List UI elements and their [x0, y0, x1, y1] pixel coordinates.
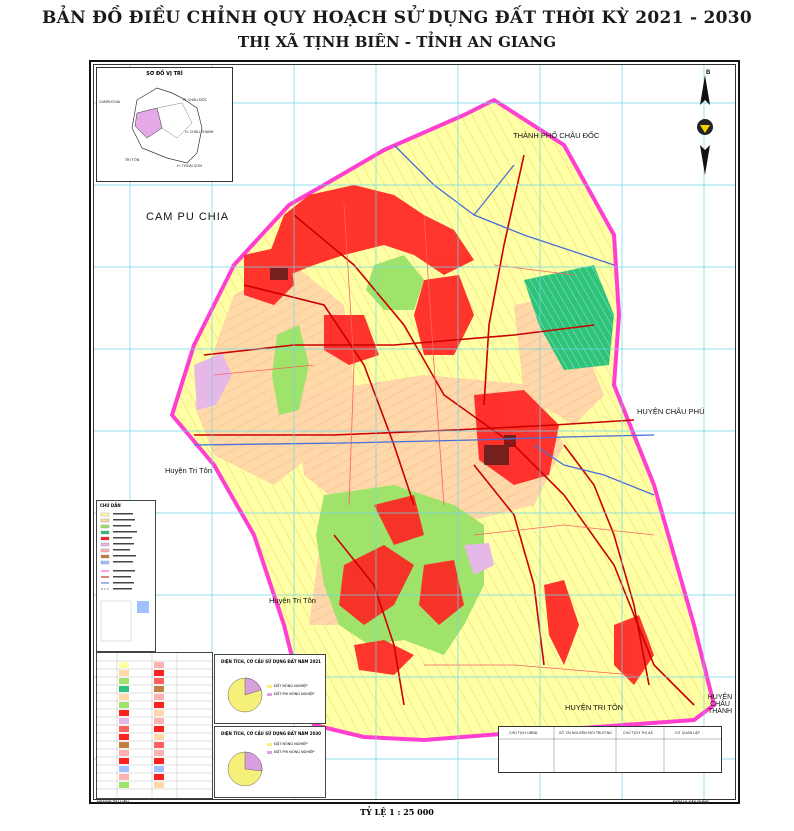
label-tri-ton-southeast: HUYỆN TRI TÔN	[565, 703, 624, 712]
inset-title: SƠ ĐỒ VỊ TRÍ	[146, 71, 183, 77]
inset-label-1: TP. CHÂU ĐỐC	[182, 98, 207, 102]
inset-label-3: TRI TÔN	[125, 158, 140, 162]
pie-2021-shape	[215, 655, 325, 723]
chart-legend-agri-2021: ĐẤT NÔNG NGHIỆP	[274, 684, 308, 688]
inset-location-map	[96, 67, 233, 182]
chart-title-2021: DIỆN TÍCH, CƠ CẤU SỬ DỤNG ĐẤT NĂM 2021	[221, 659, 321, 664]
label-chau-thanh: HUYỆN CHÂU THÀNH	[707, 694, 733, 715]
inset-label-4: H. THOẠI SƠN	[177, 164, 202, 168]
chart-legend-agri-2030: ĐẤT NÔNG NGHIỆP	[274, 742, 308, 746]
inset-shape	[97, 68, 232, 181]
inset-label-2: H. CHÂU THÀNH	[185, 130, 214, 134]
legend-title: CHÚ DẪN	[100, 503, 121, 508]
chart-legend-nonagri-2021: ĐẤT PHI NÔNG NGHIỆP	[274, 692, 315, 696]
label-cambodia: CAM PU CHIA	[146, 211, 230, 223]
north-label: B	[706, 70, 711, 76]
sign-header-0: CHỦ TỊCH UBND	[509, 731, 538, 735]
signature-table	[498, 726, 722, 773]
land-statistics-table	[96, 652, 213, 799]
footer-builder: ĐƠN VỊ XÂY DỰNG	[673, 800, 709, 804]
label-chau-doc: THÀNH PHỐ CHÂU ĐỐC	[513, 131, 600, 140]
pie-chart-2021	[214, 654, 326, 724]
map-title: BẢN ĐỒ ĐIỀU CHỈNH QUY HOẠCH SỬ DỤNG ĐẤT THỜI KỲ 2021 - 2030	[41, 8, 753, 28]
sign-header-3: CƠ QUAN LẬP	[675, 731, 700, 735]
inset-label-0: CAMPUCHIA	[99, 100, 121, 104]
stat-table-grid	[97, 653, 212, 798]
sign-header-2: CHỦ TỊCH THỊ XÃ	[623, 731, 653, 735]
map-subtitle: THỊ XÃ TỊNH BIÊN - TỈNH AN GIANG	[237, 33, 557, 51]
legend-panel	[96, 500, 156, 652]
footer-source: NGUỒN TÀI LIỆU	[97, 800, 129, 804]
pie-chart-2030	[214, 726, 326, 798]
north-arrow	[697, 75, 713, 175]
pie-2030-shape	[215, 727, 325, 797]
label-tri-ton-south: Huyện Tri Tôn	[269, 596, 316, 605]
sign-header-1: SỞ TÀI NGUYÊN MÔI TRƯỜNG	[559, 731, 612, 735]
chart-title-2030: DIỆN TÍCH, CƠ CẤU SỬ DỤNG ĐẤT NĂM 2030	[221, 731, 321, 736]
chart-legend-nonagri-2030: ĐẤT PHI NÔNG NGHIỆP	[274, 750, 315, 754]
label-chau-phu: HUYỆN CHÂU PHÚ	[637, 407, 705, 416]
legend-swatches	[97, 511, 155, 651]
label-tri-ton-west: Huyện Tri Tôn	[165, 466, 212, 475]
scale-label: TỶ LỆ 1 : 25 000	[360, 807, 434, 817]
